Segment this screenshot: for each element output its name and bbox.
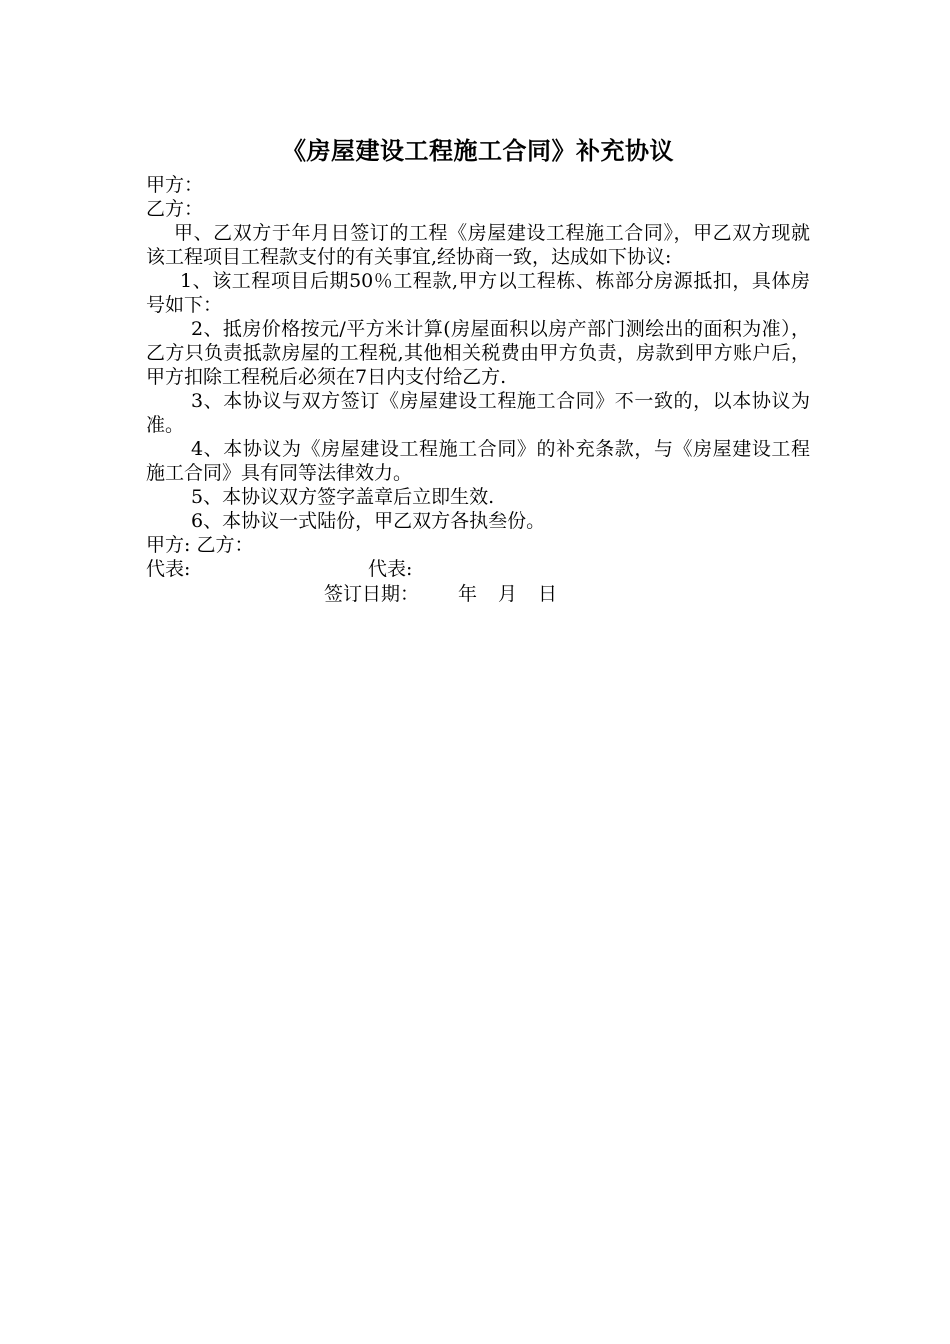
representative-left: 代表: [146, 558, 191, 580]
intro-paragraph: 甲、乙双方于年月日签订的工程《房屋建设工程施工合同》，甲乙双方现就该工程项目工程款支付的有关事宜,经协商一致，达成如下协议: [146, 222, 810, 268]
signing-date-label: 签订日期： [324, 583, 420, 605]
clause-3: 3、本协议与双方签订《房屋建设工程施工合同》不一致的，以本协议为准。 [146, 390, 810, 436]
clause-6: 6、本协议一式陆份，甲乙双方各执叁份。 [191, 510, 546, 532]
signing-date-day: 日 [538, 583, 558, 605]
party-b-line: 乙方： [146, 198, 204, 220]
signing-date-row [146, 581, 810, 607]
representative-row [146, 557, 810, 581]
document-title: 《房屋建设工程施工合同》补充协议 [282, 137, 674, 165]
signing-date-year: 年 [458, 583, 478, 605]
document-body [146, 135, 810, 607]
signature-parties-line: 甲方: 乙方： [146, 534, 254, 556]
representative-right: 代表: [368, 558, 413, 580]
party-a-line: 甲方： [146, 174, 204, 196]
clause-1: 1、该工程项目后期50％工程款,甲方以工程栋、栋部分房源抵扣，具体房号如下： [146, 270, 810, 316]
clause-2: 2、抵房价格按元/平方米计算(房屋面积以房产部门测绘出的面积为准），乙方只负责抵款房屋的工程税,其他相关税费由甲方负责，房款到甲方账户后，甲方扣除工程税后必须在7日内支付给乙方. [146, 318, 810, 388]
clause-4: 4、本协议为《房屋建设工程施工合同》的补充条款，与《房屋建设工程施工合同》具有同等法律效力。 [146, 438, 810, 484]
clause-5: 5、本协议双方签字盖章后立即生效. [191, 486, 495, 508]
signing-date-month: 月 [498, 583, 518, 605]
